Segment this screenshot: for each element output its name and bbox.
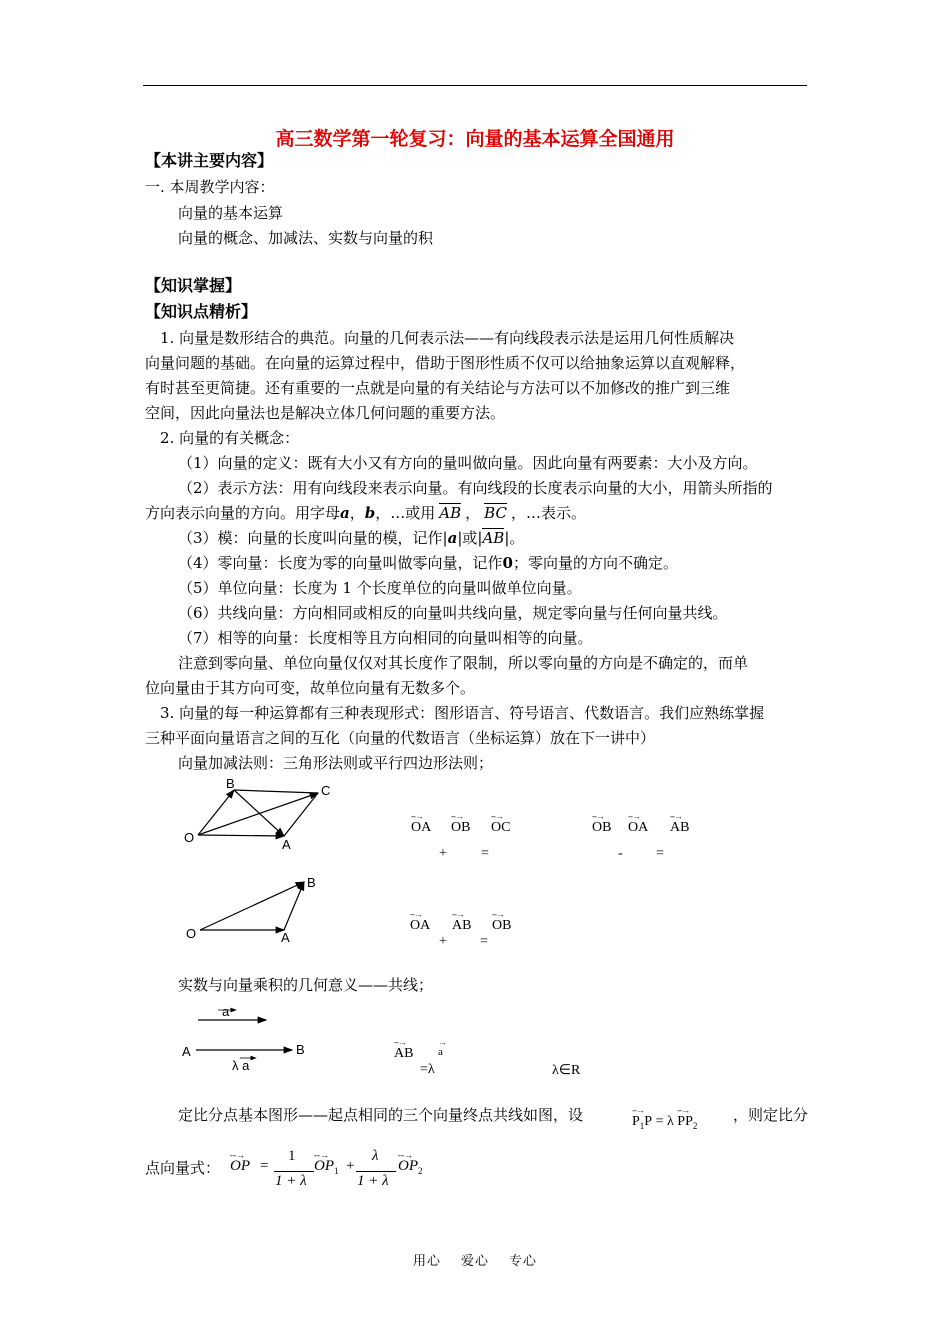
collinear-figure (178, 1000, 318, 1075)
item-concepts: 向量的概念、加减法、实数与向量的积 (178, 229, 434, 247)
para1-line1: 1. 向量是数形结合的典范。向量的几何表示法——有向线段表示法是运用几何性质解决 (160, 329, 735, 347)
label-O: O (186, 926, 197, 941)
label-O: O (184, 830, 195, 845)
concept-7: （7）相等的向量：长度相等且方向相同的向量叫相等的向量。 (178, 629, 593, 647)
concept-2-line1: （2）表示方法：用有向线段来表示向量。有向线段的长度表示向量的大小，用箭头所指的 (178, 479, 773, 497)
para3-line2: 三种平面向量语言之间的互化（向量的代数语言（坐标运算）放在下一讲中） (145, 729, 656, 747)
vector-bc: BC (484, 504, 507, 522)
page-title: 高三数学第一轮复习：向量的基本运算全国通用 (275, 128, 675, 150)
add-sub-rule: 向量加减法则：三角形法则或平行四边形法则； (178, 754, 494, 772)
concept-2-line2: 方向表示向量的方向。用字母a，b，…或用 AB ， BC ，…表示。 (145, 504, 586, 522)
concept-6: （6）共线向量：方向相同或相反的向量叫共线向量，规定零向量与任何向量共线。 (178, 604, 728, 622)
page-footer: 用心 爱心 专心 (412, 1254, 538, 1269)
vector-a: a (340, 504, 350, 522)
item-basic-ops: 向量的基本运算 (178, 204, 284, 222)
concept-3: （3）模：向量的长度叫向量的模，记作|a|或| AB|。 (178, 529, 525, 547)
vector-ab: AB (439, 504, 462, 522)
week-content: 一. 本周教学内容： (145, 178, 275, 196)
ratio-line1b: ，则定比分 (733, 1106, 809, 1124)
concept-5: （5）单位向量：长度为 1 个长度单位的向量叫做单位向量。 (178, 579, 582, 597)
section-main-content: 【本讲主要内容】 (145, 151, 274, 170)
label-lambda-a: λ a (232, 1058, 250, 1073)
label-B: B (226, 776, 235, 791)
section-analysis: 【知识点精析】 (145, 302, 258, 321)
label-C: C (321, 783, 331, 798)
ratio-line2: 点向量式： (145, 1159, 221, 1177)
label-A: A (281, 930, 290, 945)
label-a: a (222, 1004, 230, 1019)
label-B: B (296, 1042, 305, 1057)
scalar-meaning: 实数与向量乘积的几何意义——共线； (178, 976, 434, 994)
label-A: A (182, 1044, 191, 1059)
para3-line1: 3. 向量的每一种运算都有三种表现形式：图形语言、符号语言、代数语言。我们应熟练掌握 (160, 704, 765, 722)
label-B: B (307, 875, 316, 890)
triangle-figure (180, 872, 330, 944)
vector-b: b (364, 504, 376, 522)
formula-5: --→ $P_1P = \lambda$ --→ $PP_2$ (632, 1105, 698, 1131)
section-knowledge: 【知识掌握】 (145, 276, 242, 295)
para2: 2. 向量的有关概念： (160, 429, 300, 447)
formula-6: --→ OP = 1 1 + λ --→ $OP_1$ + λ 1 + λ --→ $OP_2$ (230, 1148, 423, 1189)
concept-1: （1）向量的定义：既有大小又有方向的量叫做向量。因此向量有两要素：大小及方向。 (178, 454, 758, 472)
para1-line4: 空间，因此向量法也是解决立体几何问题的重要方法。 (145, 404, 506, 422)
parallelogram-figure (180, 776, 340, 852)
para1-line3: 有时甚至更简捷。还有重要的一点就是向量的有关结论与方法可以不加修改的推广到三维 (145, 379, 731, 397)
concept-4: （4）零向量：长度为零的向量叫做零向量，记作0；零向量的方向不确定。 (178, 554, 678, 572)
note-line1: 注意到零向量、单位向量仅仅对其长度作了限制，所以零向量的方向是不确定的，而单 (178, 654, 749, 672)
ratio-line1a: 定比分点基本图形——起点相同的三个向量终点共线如图，设 (178, 1106, 584, 1124)
header-rule (143, 85, 807, 86)
note-line2: 位向量由于其方向可变，故单位向量有无数多个。 (145, 679, 476, 697)
label-A: A (282, 837, 291, 852)
para1-line2: 向量问题的基础。在向量的运算过程中，借助于图形性质不仅可以给抽象运算以直观解释， (145, 354, 746, 372)
